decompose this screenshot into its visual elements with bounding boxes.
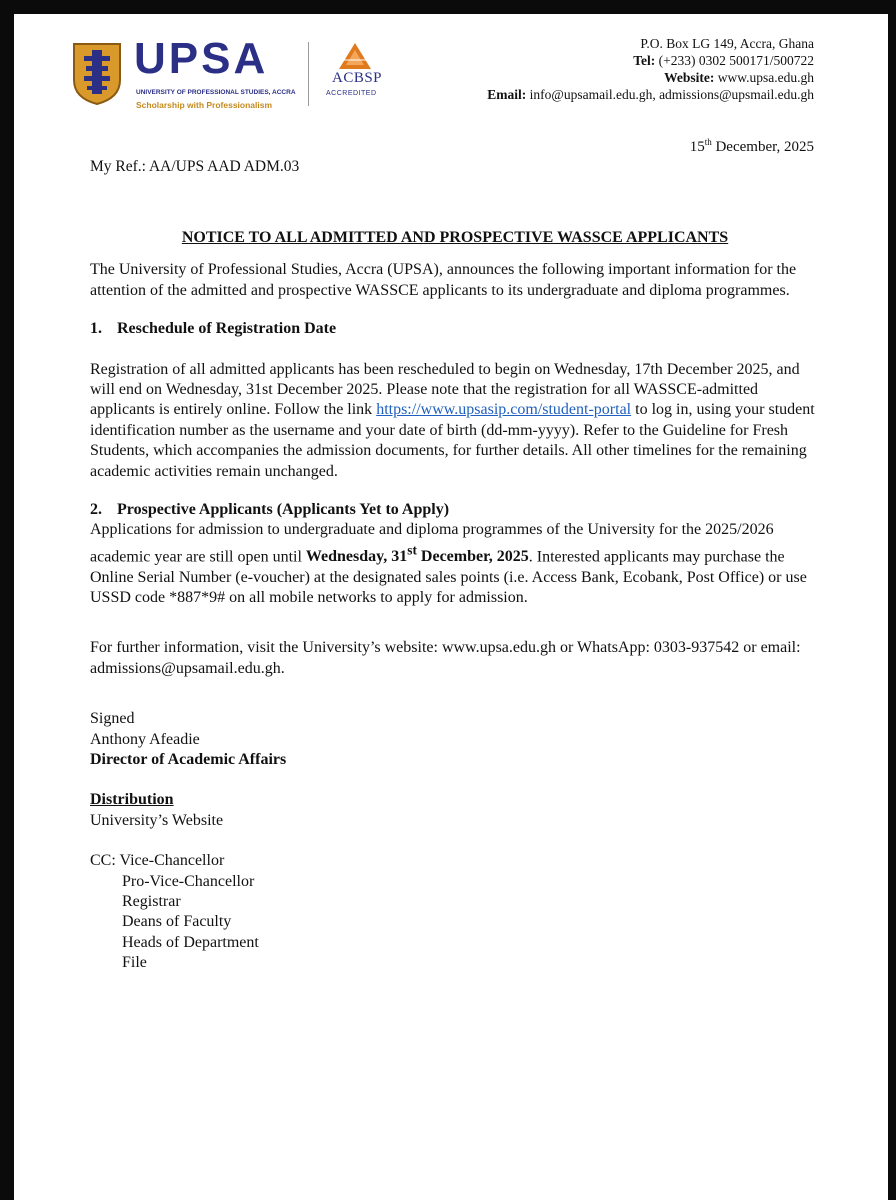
signatory-name: Anthony Afeadie xyxy=(90,730,200,748)
date-suffix: th xyxy=(704,137,712,147)
letter-page xyxy=(14,14,888,1200)
section-2-title: Prospective Applicants (Applicants Yet to Apply) xyxy=(117,501,450,519)
upsa-crest-icon xyxy=(70,40,124,106)
distribution-heading: Distribution xyxy=(90,791,174,809)
section-2-text-a: Applications for admission to undergraduate and diploma programmes of the University for the 2025/2026 academic year are still open until xyxy=(90,521,774,566)
section-2-paragraph xyxy=(90,520,820,608)
cc-first: CC: Vice-Chancellor xyxy=(90,852,225,870)
section-2-heading xyxy=(90,500,820,520)
section-1-title: Reschedule of Registration Date xyxy=(117,320,337,338)
email-line xyxy=(487,86,814,103)
postal-address: P.O. Box LG 149, Accra, Ghana xyxy=(640,36,814,51)
deadline-date xyxy=(305,542,529,566)
deadline-part-a: Wednesday, 31 xyxy=(305,548,408,566)
deadline-part-b: December, 2025 xyxy=(416,548,529,566)
section-1-text-a: Registration of all admitted applicants has been rescheduled to begin on Wednesday, 17th December 2025, and will end on Wednesday, 31st December 2025. Please note that the registration for all WASSCE-admitted applicants is entirely online. Follow the link xyxy=(90,360,800,419)
cc-item: Deans of Faculty xyxy=(122,913,232,931)
cc-item: Heads of Department xyxy=(122,933,259,951)
website-value: www.upsa.edu.gh xyxy=(717,70,814,85)
tel-label: Tel: xyxy=(633,53,656,68)
signed-label: Signed xyxy=(90,710,135,728)
section-1-paragraph xyxy=(90,360,820,482)
email-value: info@upsamail.edu.gh, admissions@upsmail.edu.gh xyxy=(529,87,814,102)
cc-item: Registrar xyxy=(122,893,181,911)
section-1-number: 1. xyxy=(90,320,102,338)
cc-list xyxy=(122,872,820,974)
cc-item: Pro-Vice-Chancellor xyxy=(122,872,255,890)
logo-wordmark: UPSA xyxy=(134,34,269,83)
section-2-number: 2. xyxy=(90,501,102,519)
acbsp-status: ACCREDITED xyxy=(326,90,377,97)
logo-subtitle: UNIVERSITY OF PROFESSIONAL STUDIES, ACCRA xyxy=(136,89,296,96)
date-day: 15 xyxy=(689,139,705,155)
contact-block xyxy=(487,35,814,103)
logo-divider xyxy=(308,42,309,106)
section-2-text-b: . Interested applicants may purchase the Online Serial Number (e-voucher) at the designated sales points (i.e. Access Bank, Ecobank, Post Office) or use USSD code *887*9# on all mobile networks to apply for admission. xyxy=(90,548,807,607)
letter-date xyxy=(690,137,814,156)
signatory-role: Director of Academic Affairs xyxy=(90,751,287,769)
website-label: Website: xyxy=(664,70,715,85)
cc-item: File xyxy=(122,954,147,972)
notice-title: NOTICE TO ALL ADMITTED AND PROSPECTIVE WASSCE APPLICANTS xyxy=(181,229,729,246)
section-1-heading xyxy=(90,319,820,339)
email-label: Email: xyxy=(487,87,527,102)
reference-number: My Ref.: AA/UPS AAD ADM.03 xyxy=(90,158,300,175)
accreditation-logo xyxy=(322,42,388,106)
tel-value: (+233) 0302 500171/500722 xyxy=(658,53,814,68)
letterhead-logo xyxy=(70,34,410,120)
logo-tagline: Scholarship with Professionalism xyxy=(136,100,273,110)
date-rest: December, 2025 xyxy=(711,139,814,155)
further-info-paragraph: For further information, visit the University’s website: www.upsa.edu.gh or WhatsApp: 0303-937542 or email: admissions@upsamail.edu.gh. xyxy=(90,639,801,677)
intro-paragraph: The University of Professional Studies, Accra (UPSA), announces the following important information for the attention of the admitted and prospective WASSCE applicants to its undergraduate and diploma programmes. xyxy=(90,261,797,299)
letter-body xyxy=(90,228,820,974)
student-portal-link[interactable]: https://www.upsasip.com/student-portal xyxy=(376,401,632,419)
section-1-text-b: to log in, using your student identification number as the username and your date of birth (dd-mm-yyyy). Refer to the Guideline for Fresh Students, which accompanies the admission documents, for further details. All other timelines for the remaining academic activities remain unchanged. xyxy=(90,401,815,480)
website-line xyxy=(487,69,814,86)
deadline-suffix: st xyxy=(407,542,417,558)
acbsp-triangle-icon xyxy=(338,42,372,70)
distribution-item: University’s Website xyxy=(90,811,224,829)
acbsp-name: ACBSP xyxy=(332,70,383,86)
telephone-line xyxy=(487,52,814,69)
